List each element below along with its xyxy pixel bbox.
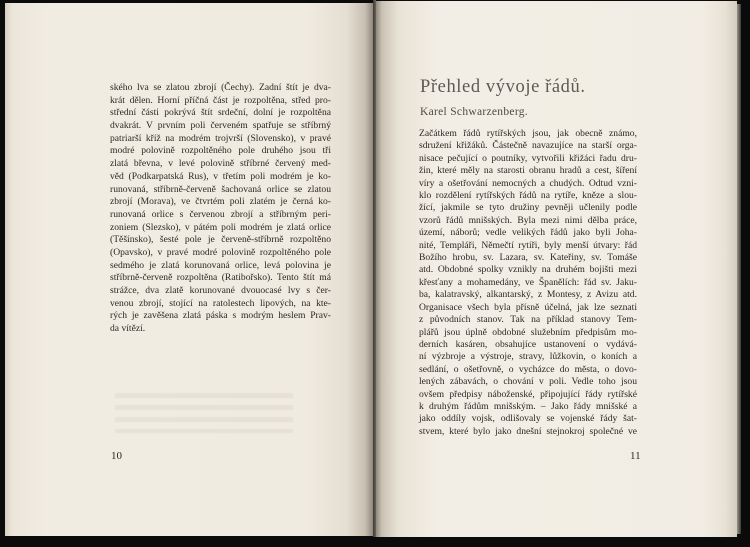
text-line: zlatá břevna, v levé polovině stříbrné červený med- — [110, 158, 331, 170]
text-line: žící, jakmile se tyto družiny pevněji učlenily podle — [419, 202, 637, 214]
text-line: klo rozdělení rytířských řádů na rytíře, kněze a slou- — [419, 190, 637, 202]
text-line: zoniem (Slezsko), v pátém poli modrém je zlatá orlice — [110, 221, 331, 233]
text-line: (Opavsko), v pravé modré polovině rozpoltěného pole — [110, 246, 331, 258]
text-line: Božího hrobu, sv. Lazara, sv. Kateřiny, sv. Tomáše — [419, 252, 637, 264]
left-page-body — [110, 82, 331, 336]
text-line: stvem, které bylo jako dnešní stejnokroj společné ve — [419, 425, 637, 437]
text-line: runovaná orlice s červenou zbrojí a stříbrným peri- — [110, 208, 331, 220]
text-line: jako oddíly vojsk, odlišovaly se vojenské řády šat- — [419, 413, 637, 425]
text-line: krát dělen. Horní příčná část je rozpoltěna, střed pro- — [110, 94, 331, 106]
text-line: stříbrně-červeně rozpoltěna (Ratibořsko). Tento štít má — [110, 272, 331, 284]
chapter-author: Karel Schwarzenberg. — [420, 106, 528, 118]
page-edge — [737, 4, 741, 534]
text-line: modré polovině rozpoltěného pole druhého jsou tři — [110, 145, 331, 157]
text-line: sedmého je zlatá korunovaná orlice, levá polovina je — [110, 259, 331, 271]
text-line: da vítězí. — [110, 323, 146, 335]
text-line: dvakrát. V prvním poli červeném spatřuje se stříbrný — [110, 120, 331, 132]
text-line: ní výzbroje a výstroje, stravy, lůžkovin, o koních a — [419, 351, 637, 363]
text-line: zbrojí (Morava), ve čtvrtém poli zlatém je černá ko- — [110, 196, 331, 208]
text-line: nité, Templáři, Němečtí rytíři, byly menší útvary: řád — [419, 239, 637, 251]
text-line: derních kasáren, obsahujíce ustanovení o vydává- — [419, 338, 637, 350]
text-line: runovaná, stříbrně-červeně šachovaná orlice se zlatou — [110, 183, 331, 195]
text-line: sdružení křižáků. Částečně navazujíce na starší orga- — [419, 140, 637, 152]
text-line: ovšem předpisy náboženské, připojující řády rytířské — [419, 388, 637, 400]
text-line: atd. Obdobné spolky vznikly na druhém bojišti mezi — [419, 264, 637, 276]
text-line: Začátkem řádů rytířských jsou, jak obecně známo, — [419, 128, 637, 139]
text-line: křesťany a mohamedány, ve Španělích: řád sv. Jaku- — [419, 276, 637, 288]
text-line: vzorů řádů mnišských. Byla mezi nimi dělba práce, — [419, 214, 637, 226]
chapter-title: Přehled vývoje řádů. — [420, 77, 586, 97]
text-line: (Těšínsko), šesté pole je červeně-stříbrně rozpoltěno — [110, 234, 331, 246]
text-line: střední části pokrývá štít srdeční, dolní je rozpoltěna — [110, 107, 331, 119]
text-line: žin, které měly na starosti obranu hradů a cest, šíření — [419, 165, 637, 177]
text-line: ba, kalatravský, alkantarský, z Montesy, z Avizu atd. — [419, 289, 637, 301]
text-line: rých je zavěšena zlatá páska s modrým heslem Prav- — [110, 310, 331, 322]
text-line: plářů jsou úplně obdobné služebním předpisům mo- — [419, 326, 637, 338]
text-line: nisace pečující o poutníky, vytvořili křižáci řadu dru- — [419, 152, 637, 164]
bleed-through-shadow — [115, 393, 293, 433]
text-line: území, náborů; vedle velikých řádů jako byli Joha- — [419, 227, 637, 239]
text-line: patriarší kříž na modrém trojvrší (Slovensko), v pravé — [110, 132, 331, 144]
text-line: venou zbrojí, stojící na ratolestech lipových, na kte- — [110, 297, 331, 309]
page-number: 11 — [630, 450, 641, 462]
right-page-body — [419, 128, 637, 438]
text-line: Organisace všech byla přísně účelná, jak lze seznati — [419, 301, 637, 313]
text-line: strážce, dva zlatě korunované dvouocasé lvy s čer- — [110, 285, 331, 296]
text-line: sedlání, o ošetřovně, o vycházce do města, o dovo- — [419, 363, 637, 375]
text-line: věd (Podkarpatská Rus), v třetím poli modrém je ko- — [110, 170, 331, 182]
text-line: víry a ošetřování nemocných a chudých. Odtud vzni- — [419, 177, 637, 189]
text-line: z původních stanov. Tak na příklad stanovy Tem- — [419, 314, 637, 326]
text-line: k druhým řádům mnišským. – Jako řády mnišské a — [419, 400, 637, 412]
page-number: 10 — [111, 450, 122, 462]
text-line: ského lva se zlatou zbrojí (Čechy). Zadní štít je dva- — [110, 82, 331, 93]
text-line: lených zábavách, o chování v poli. Vedle toho jsou — [419, 376, 637, 388]
